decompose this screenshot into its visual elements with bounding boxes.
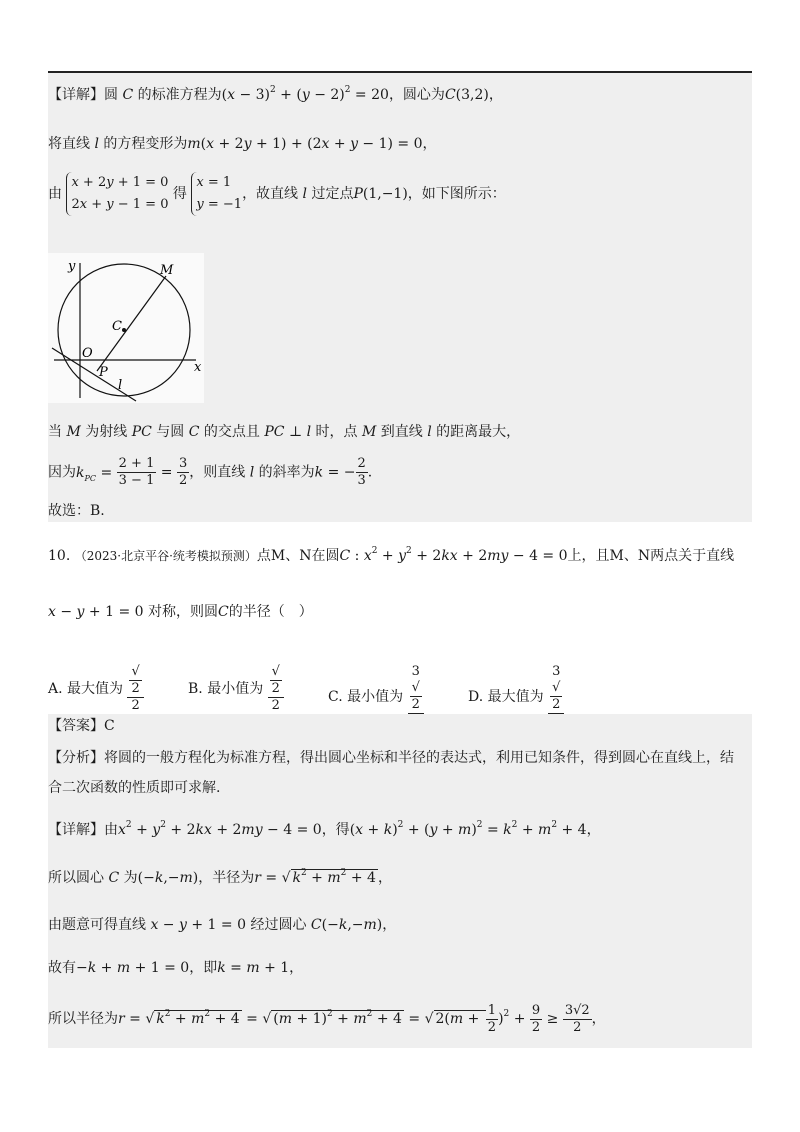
option-c[interactable]: C. 最小值为 3 √ 2: [328, 664, 424, 730]
center-point: [122, 328, 126, 332]
detail-line-4: 故有−k + m + 1 = 0，即k = m + 1，: [48, 960, 304, 976]
option-b[interactable]: B. 最小值为 √ 2 2: [188, 664, 284, 714]
circle-figure: [48, 253, 204, 403]
explain-line-4: 当 M 为射线 PC 与圆 C 的交点且 PC ⊥ l 时，点 M 到直线 l 的距离最大，: [48, 424, 521, 440]
label-c: C: [112, 319, 122, 334]
equation-system: x + 2y + 1 = 0 2x + y − 1 = 0: [66, 172, 168, 216]
explain-line-2: 将直线 l 的方程变形为m(x + 2y + 1) + (2x + y − 1) = 0，: [48, 136, 437, 152]
detail-tag: 【详解】: [48, 87, 104, 103]
explain-line-3: 由 x + 2y + 1 = 0 2x + y − 1 = 0 得 x = 1 y = −1 ，故直线 l 过定点P(1,−1)，如下图所示：: [48, 172, 506, 216]
option-c-value: 3 √ 2: [408, 664, 424, 730]
analysis-line-2: 合二次函数的性质即可求解.: [48, 780, 221, 796]
option-d[interactable]: D. 最大值为 3 √ 2: [468, 664, 564, 730]
detail-line-2: 所以圆心 C 为(−k,−m)，半径为r = √ $k^2 + m^2 + 4$ ，: [48, 868, 392, 886]
explain-line-1: 【详解】圆 C 的标准方程为$(x - 3)^2 + (y - 2)^2 = 20$，圆心为C(3,2)，: [48, 85, 503, 103]
detail-line-1: 【详解】由$x^2 + y^2 + 2kx + 2my - 4 = 0$，得$(x + k)^2 + (y + m)^2 = k^2 + m^2 + 4$，: [48, 820, 601, 838]
option-b-value: √ 2 2: [268, 664, 284, 714]
detail-line-5: 所以半径为r = √ $k^2 + m^2 + 4$ = √ $(m + 1)^2 + m^2 + 4$ = √ 2(m + $\frac{1}{2}$ )$^2$ + $\frac{9}{2}$ ≥ $\frac{3√2}{2}$ ，: [48, 1002, 606, 1035]
detail-line-3: 由题意可得直线 x − y + 1 = 0 经过圆心 C(−k,−m)，: [48, 917, 397, 933]
question-10-line-1: 10. （2023·北京平谷·统考模拟预测）点M、N在圆C : $x^2 + y^2 + 2kx + 2my - 4 = 0$上，且M、N两点关于直线: [48, 546, 735, 564]
analysis-line-1: 【分析】将圆的一般方程化为标准方程，得出圆心坐标和半径的表达式，利用已知条件，得到圆心在直线上，结: [48, 750, 734, 766]
answer-label: 【答案】C: [48, 718, 115, 734]
line-l: [52, 348, 136, 401]
option-a[interactable]: A. 最大值为 √ 2 2: [48, 664, 144, 714]
option-a-value: √ 2 2: [127, 664, 143, 714]
option-d-value: 3 √ 2: [548, 664, 564, 730]
label-m: M: [160, 263, 174, 278]
label-o: O: [82, 346, 93, 361]
label-y: y: [68, 259, 76, 274]
question-number: 10.: [48, 548, 71, 564]
question-source: （2023·北京平谷·统考模拟预测）: [74, 549, 257, 563]
question-10-line-2: x − y + 1 = 0 对称，则圆C的半径（ ）: [48, 604, 313, 620]
explain-line-5: 因为$k_{PC}$ = $\frac{2 + 1}{3 - 1}$ = $\frac{3}{2}$ ，则直线 l 的斜率为k = − $\frac{2}{3}$ .: [48, 456, 373, 488]
circle-diagram: [48, 253, 204, 403]
label-l: l: [118, 378, 123, 393]
explain-conclusion: 故选：B.: [48, 503, 105, 519]
label-p: P: [99, 365, 108, 380]
label-x: x: [194, 360, 202, 375]
ray-pc: [97, 276, 166, 371]
solution-system: x = 1 y = −1: [191, 172, 242, 216]
